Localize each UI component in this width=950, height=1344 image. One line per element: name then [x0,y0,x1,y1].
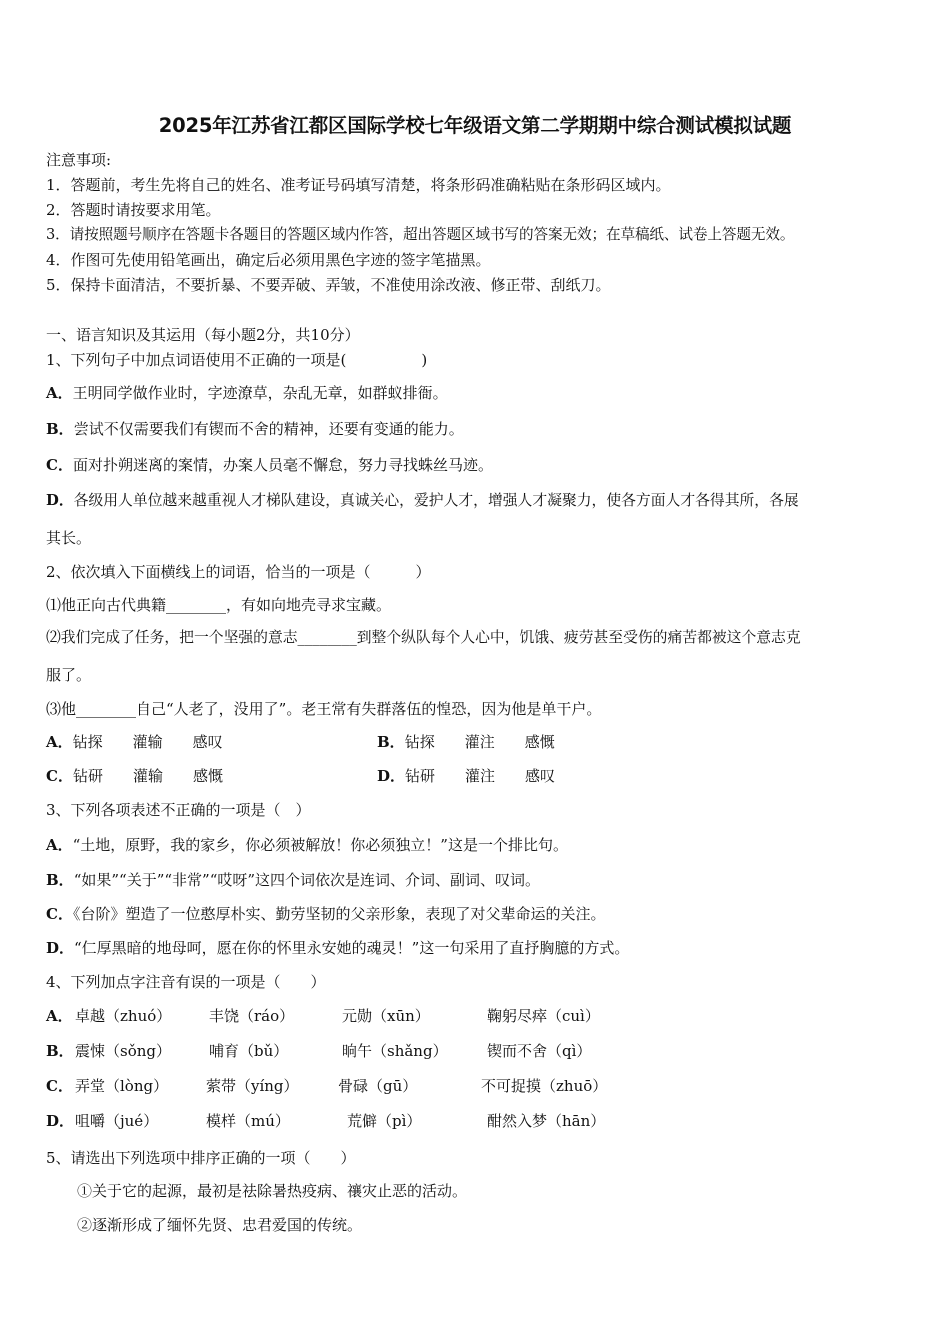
q2-item: ⑵我们完成了任务，把一个坚强的意志________到整个纵队每个人心中，饥饿、疲劳甚至受伤的痛苦都被这个意志克 [46,629,801,646]
option-text: “土地，原野，我的家乡，你必须被解放！你必须独立！”这是一个排比句。 [72,836,568,854]
option-label: B． [377,733,405,751]
option-text: 各级用人单位越来越重视人才梯队建设，真诚关心，爱护人才，增强人才凝聚力，使各方面人才各得其所，各展 [73,492,799,509]
option-label: A． [46,384,73,402]
option-label: C． [46,456,73,474]
q2-option-a [46,732,223,752]
q1-option-d [46,491,799,511]
option-label: B． [46,1042,74,1060]
q5-item: ②逐渐形成了缅怀先贤、忠君爱国的传统。 [77,1216,363,1234]
option-text: 王明同学做作业时，字迹潦草，杂乱无章，如群蚁排衙。 [72,384,448,402]
q4-option-b [46,1041,74,1061]
option-word: 灌输 [132,733,163,751]
option-label: A． [46,733,73,751]
option-word: 模样（mú） [206,1112,290,1130]
option-label: A． [46,836,73,854]
q4-option-a [46,1006,73,1026]
q1-option-c [46,455,493,475]
q3-option-c [46,904,605,924]
option-word: 酣然入梦（hān） [487,1112,606,1130]
option-word: 不可捉摸（zhuō） [481,1077,608,1095]
option-word: 灌输 [132,767,163,785]
option-word: 感叹 [192,733,223,751]
option-word: 钻探 [404,733,435,751]
question-stem: 1、下列句子中加点词语使用不正确的一项是( ) [46,351,428,369]
q2-item: ⑴他正向古代典籍________，有如向地壳寻求宝藏。 [46,596,392,614]
q1-option-d-continued: 其长。 [46,529,92,547]
notice-item: 3．请按照题号顺序在答题卡各题目的答题区域内作答，超出答题区域书写的答案无效；在草稿纸、试卷上答题无效。 [46,226,795,243]
option-word: 灌注 [465,767,496,785]
option-word: 感慨 [192,767,223,785]
option-label: D． [46,492,74,509]
option-word: 锲而不舍（qì） [487,1042,592,1060]
option-word: 萦带（yíng） [206,1077,299,1095]
option-word: 元勋（xūn） [342,1007,430,1025]
option-label: B． [46,871,74,889]
option-word: 荒僻（pì） [347,1112,422,1130]
option-label: C． [46,1077,73,1095]
option-word: 骨碌（gū） [338,1077,418,1095]
option-word: 卓越（zhuó） [75,1007,172,1025]
option-word: 弄堂（lòng） [75,1077,169,1095]
q4-option-d [46,1111,74,1131]
option-word: 鞠躬尽瘁（cuì） [487,1007,600,1025]
question-stem: 3、下列各项表述不正确的一项是（ ） [46,801,311,819]
q2-item: ⑶他________自己“人老了，没用了”。老王常有失群落伍的惶恐，因为他是单干户。 [46,700,602,718]
option-word: 钻研 [405,767,436,785]
q2-option-d [377,766,555,786]
option-word: 钻研 [72,767,103,785]
q1-option-b [46,419,464,439]
question-stem: 2、依次填入下面横线上的词语，恰当的一项是（ ） [46,563,431,581]
question-stem: 5、请选出下列选项中排序正确的一项（ ） [46,1149,356,1167]
option-label: D． [46,1112,75,1130]
option-word: 咀嚼（jué） [75,1112,159,1130]
option-word: 灌注 [464,733,495,751]
option-word: 感慨 [524,733,555,751]
q1-option-a [46,383,448,403]
option-label: D． [46,939,75,957]
option-word: 钻探 [72,733,103,751]
q3-option-d [46,938,629,958]
q3-option-a [46,835,568,855]
q2-item: 服了。 [46,666,92,684]
option-text: 面对扑朔迷离的案情，办案人员毫不懈怠，努力寻找蛛丝马迹。 [72,456,493,474]
option-word: 震悚（sǒng） [75,1042,171,1060]
option-word: 感叹 [525,767,556,785]
notice-heading: 注意事项: [46,151,112,169]
page-title: 2025年江苏省江都区国际学校七年级语文第二学期期中综合测试模拟试题 [158,114,792,137]
option-label: A． [46,1007,73,1025]
option-label: B． [46,420,74,438]
option-label: D． [377,767,406,785]
notice-item: 4．作图可先使用铅笔画出，确定后必须用黑色字迹的签字笔描黑。 [46,251,491,269]
notice-item: 1．答题前，考生先将自己的姓名、准考证号码填写清楚，将条形码准确粘贴在条形码区域内。 [46,176,671,194]
q3-option-b [46,870,540,890]
option-text: “仁厚黑暗的地母呵，愿在你的怀里永安她的魂灵！”这一句采用了直抒胸臆的方式。 [74,939,630,957]
option-label: C． [46,905,73,923]
section-heading: 一、语言知识及其运用（每小题2分，共10分） [46,326,360,344]
option-text: 《台阶》塑造了一位憨厚朴实、勤劳坚韧的父亲形象，表现了对父辈命运的关注。 [72,905,606,923]
question-stem: 4、下列加点字注音有误的一项是（ ） [46,973,326,991]
option-text: “如果”“关于”“非常”“哎呀”这四个词依次是连词、介词、副词、叹词。 [73,871,541,889]
option-label: C． [46,767,73,785]
notice-item: 2．答题时请按要求用笔。 [46,201,221,219]
q4-option-c [46,1076,73,1096]
option-word: 晌午（shǎng） [342,1042,448,1060]
q5-item: ①关于它的起源，最初是祛除暑热疫病、禳灾止恶的活动。 [77,1182,468,1200]
option-word: 丰饶（ráo） [209,1007,295,1025]
q2-option-b [377,732,555,752]
q2-option-c [46,766,223,786]
notice-item: 5．保持卡面清洁，不要折暴、不要弄破、弄皱，不准使用涂改液、修正带、刮纸刀。 [46,276,611,294]
option-word: 哺育（bǔ） [209,1042,289,1060]
option-text: 尝试不仅需要我们有锲而不舍的精神，还要有变通的能力。 [73,420,464,438]
